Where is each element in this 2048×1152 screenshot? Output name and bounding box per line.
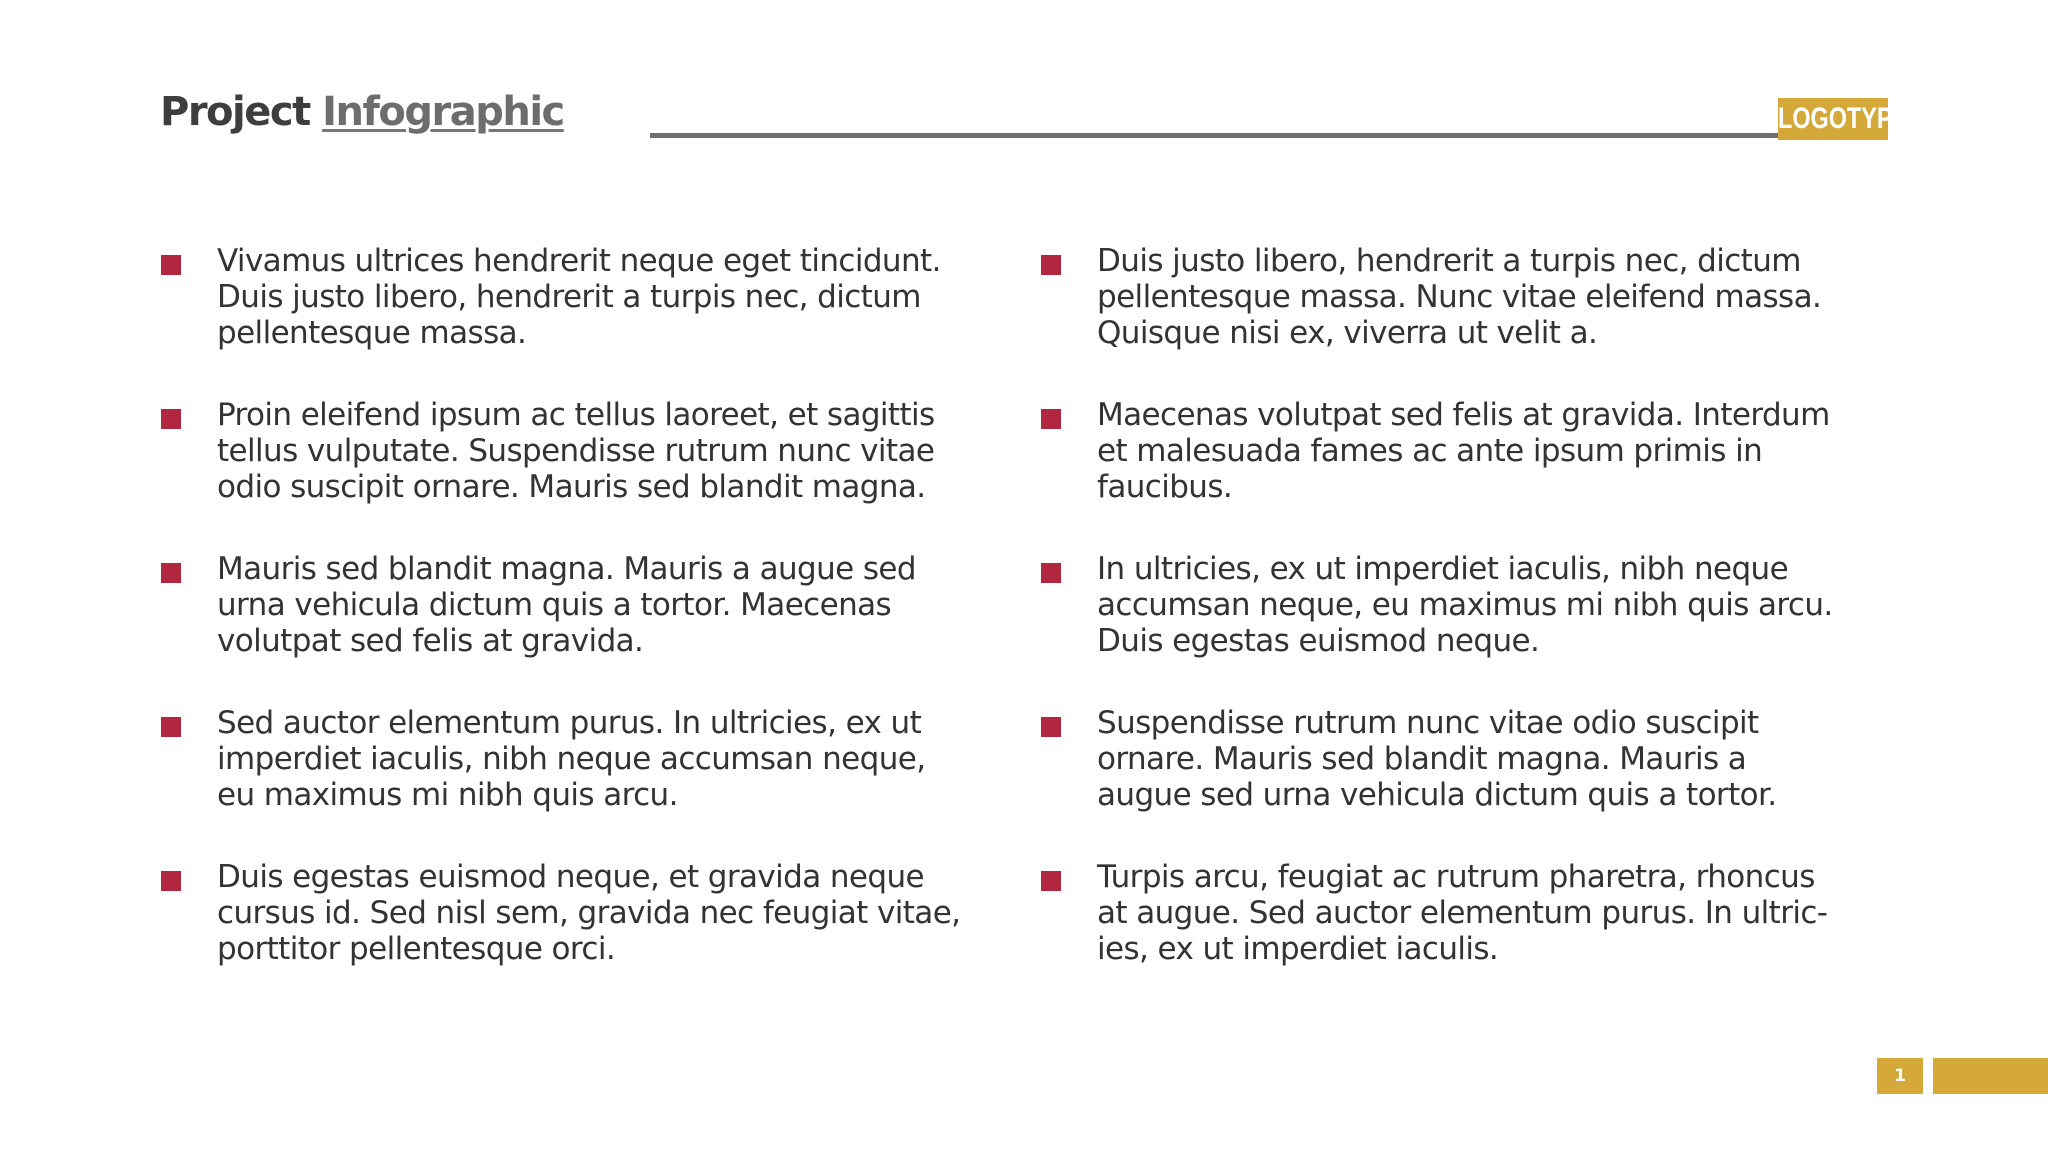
square-bullet-icon	[161, 871, 181, 891]
list-item-text: Sed auctor elementum purus. In ultricies, ex ut imperdiet iaculis, nibh neque accumsan neque, eu maximus mi nibh quis arcu.	[217, 705, 926, 813]
title-word-project: Project	[160, 89, 310, 135]
square-bullet-icon	[1041, 563, 1061, 583]
list-item	[160, 551, 960, 705]
left-bullet-column	[160, 243, 960, 1013]
list-item-text: Duis justo libero, hendrerit a turpis nec, dictum pellentesque massa. Nunc vitae eleifend massa. Quisque nisi ex, viverra ut velit a.	[1097, 243, 1822, 351]
square-bullet-icon	[1041, 409, 1061, 429]
list-item-text: Suspendisse rutrum nunc vitae odio suscipit ornare. Mauris sed blandit magna. Mauris a augue sed urna vehicula dictum quis a tortor.	[1097, 705, 1777, 813]
logotype-badge: LOGOTYPE	[1778, 98, 1888, 140]
square-bullet-icon	[1041, 717, 1061, 737]
right-bullet-column	[1040, 243, 1840, 1013]
footer-accent-bar	[1933, 1058, 2048, 1094]
list-item	[1040, 859, 1840, 1013]
list-item-text: Proin eleifend ipsum ac tellus laoreet, et sagittis tellus vulputate. Suspendisse rutrum nunc vitae odio suscipit ornare. Mauris sed blandit magna.	[217, 397, 935, 505]
list-item-text: Maecenas volutpat sed felis at gravida. Interdum et malesuada fames ac ante ipsum primis in faucibus.	[1097, 397, 1830, 505]
list-item-text: Vivamus ultrices hendrerit neque eget tincidunt. Duis justo libero, hendrerit a turpis nec, dictum pellentesque massa.	[217, 243, 941, 351]
slide-header	[160, 88, 1909, 148]
list-item	[160, 705, 960, 859]
list-item	[1040, 243, 1840, 397]
list-item	[160, 397, 960, 551]
list-item	[1040, 705, 1840, 859]
title-word-infographic: Infographic	[322, 89, 564, 135]
square-bullet-icon	[161, 255, 181, 275]
page-number: 1	[1877, 1058, 1923, 1094]
square-bullet-icon	[161, 563, 181, 583]
list-item	[160, 243, 960, 397]
square-bullet-icon	[161, 409, 181, 429]
title-underline-rule	[650, 133, 1888, 138]
list-item	[1040, 551, 1840, 705]
list-item-text: In ultricies, ex ut imperdiet iaculis, nibh neque accumsan neque, eu maximus mi nibh quis arcu. Duis egestas euismod neque.	[1097, 551, 1833, 659]
list-item-text: Duis egestas euismod neque, et gravida neque cursus id. Sed nisl sem, gravida nec feugiat vitae, porttitor pellentesque orci.	[217, 859, 961, 967]
square-bullet-icon	[1041, 871, 1061, 891]
square-bullet-icon	[1041, 255, 1061, 275]
list-item	[1040, 397, 1840, 551]
page-title	[160, 88, 564, 136]
list-item-text: Turpis arcu, feugiat ac rutrum pharetra, rhoncus at augue. Sed auctor elementum purus. In ultric-ies, ex ut imperdiet iaculis.	[1097, 859, 1828, 967]
list-item-text: Mauris sed blandit magna. Mauris a augue sed urna vehicula dictum quis a tortor. Maecenas volutpat sed felis at gravida.	[217, 551, 916, 659]
list-item	[160, 859, 960, 1013]
square-bullet-icon	[161, 717, 181, 737]
